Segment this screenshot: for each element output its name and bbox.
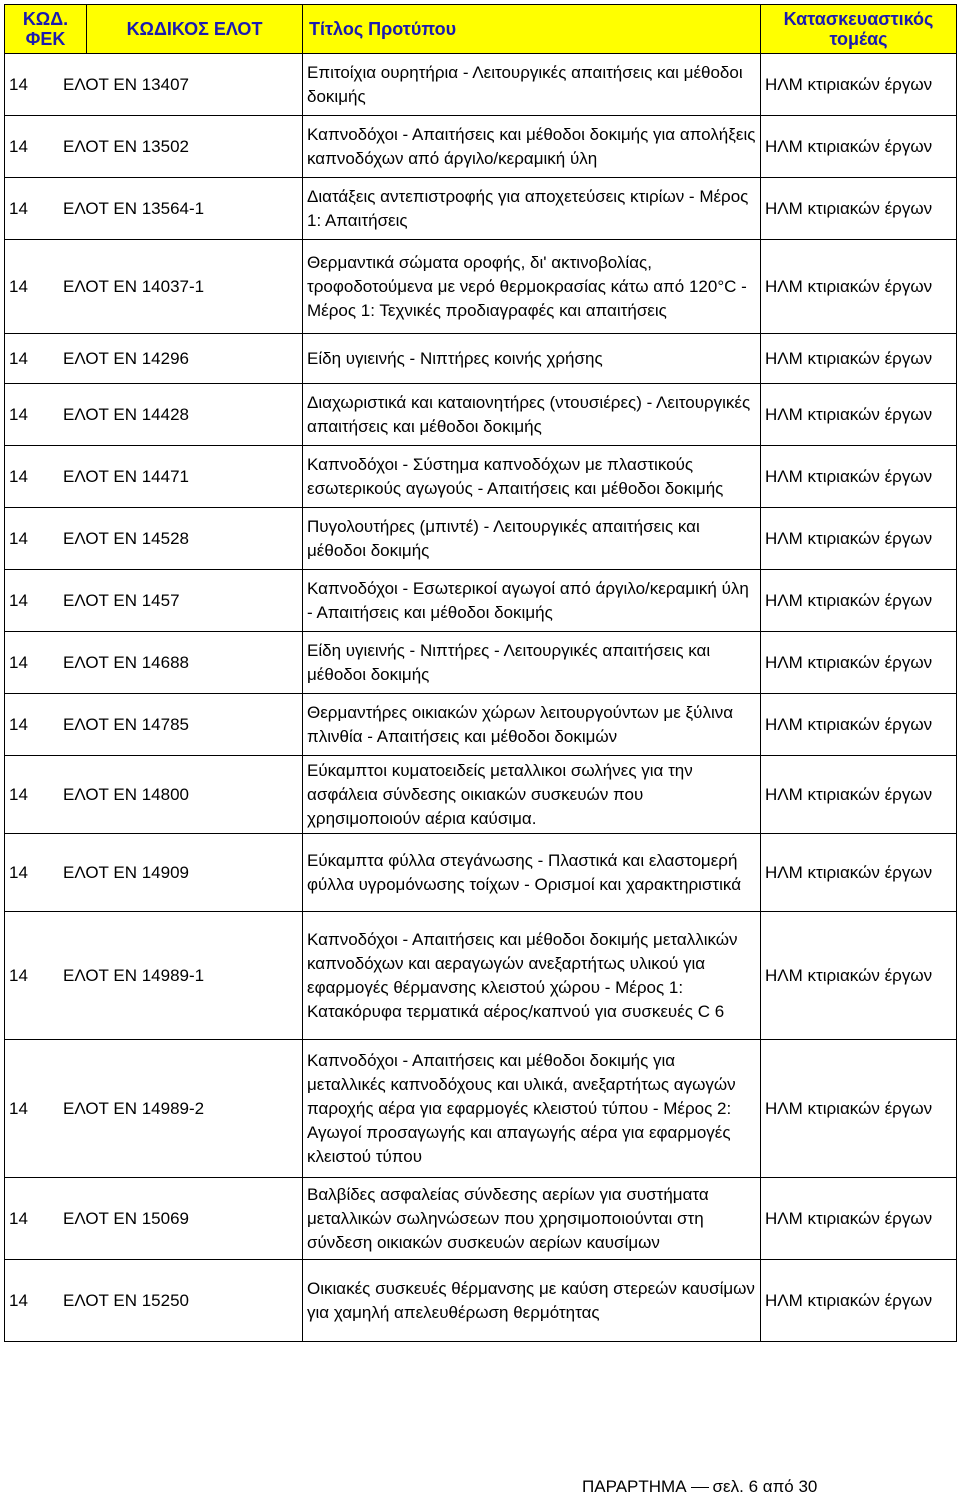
construction-sector: ΗΛΜ κτιριακών έργων (761, 694, 957, 756)
elot-code: ΕΛΟΤ ΕΝ 14989-1 (63, 965, 205, 985)
standard-code-cell (5, 756, 303, 834)
standard-title: Βαλβίδες ασφαλείας σύνδεσης αερίων για συστήματα μεταλλικών σωληνώσεων που χρησιμοποιούνται στη σύνδεση οικιακών συσκευών αερίων καυσίμων (303, 1178, 761, 1260)
table-row (5, 632, 957, 694)
elot-code: ΕΛΟΤ ΕΝ 13407 (63, 74, 189, 94)
header-fek: ΚΩΔ. ΦΕΚ (5, 5, 87, 54)
table-row (5, 834, 957, 912)
fek-code: 14 (9, 652, 28, 672)
footer-page-number: σελ. 6 από 30 (712, 1477, 818, 1496)
table-row (5, 570, 957, 632)
table-row (5, 912, 957, 1040)
table-row (5, 116, 957, 178)
fek-code: 14 (9, 784, 28, 804)
fek-code: 14 (9, 348, 28, 368)
elot-code: ΕΛΟΤ ΕΝ 14989-2 (63, 1098, 205, 1118)
fek-code: 14 (9, 862, 28, 882)
table-row (5, 334, 957, 384)
construction-sector: ΗΛΜ κτιριακών έργων (761, 384, 957, 446)
table-row (5, 384, 957, 446)
construction-sector: ΗΛΜ κτιριακών έργων (761, 178, 957, 240)
table-row (5, 1178, 957, 1260)
elot-code: ΕΛΟΤ ΕΝ 15250 (63, 1290, 189, 1310)
fek-code: 14 (9, 466, 28, 486)
fek-code: 14 (9, 136, 28, 156)
standard-code-cell (5, 834, 303, 912)
standard-code-cell (5, 570, 303, 632)
elot-code: ΕΛΟΤ ΕΝ 14909 (63, 862, 189, 882)
standard-code-cell (5, 384, 303, 446)
page-footer (582, 1477, 817, 1497)
standard-code-cell (5, 334, 303, 384)
standard-title: Πυγολουτήρες (μπιντέ) - Λειτουργικές απαιτήσεις και μέθοδοι δοκιμής (303, 508, 761, 570)
construction-sector: ΗΛΜ κτιριακών έργων (761, 508, 957, 570)
standard-code-cell (5, 632, 303, 694)
fek-code: 14 (9, 1208, 28, 1228)
standard-title: Καπνοδόχοι - Απαιτήσεις και μέθοδοι δοκιμής μεταλλικών καπνοδόχων και αεραγωγών ανεξαρτήτως υλικού για εφαρμογές θέρμανσης κλειστού χώρου - Μέρος 1: Κατακόρυφα τερματικά αέρος/καπνού για συσκευές C 6 (303, 912, 761, 1040)
fek-code: 14 (9, 74, 28, 94)
standard-title: Οικιακές συσκευές θέρμανσης με καύση στερεών καυσίμων για χαμηλή απελευθέρωση θερμότητας (303, 1260, 761, 1342)
table-row (5, 446, 957, 508)
standards-table (4, 4, 957, 1342)
construction-sector: ΗΛΜ κτιριακών έργων (761, 334, 957, 384)
header-sector: Κατασκευαστικός τομέας (761, 5, 957, 54)
table-row (5, 1260, 957, 1342)
construction-sector: ΗΛΜ κτιριακών έργων (761, 570, 957, 632)
standard-title: Είδη υγιεινής - Νιπτήρες κοινής χρήσης (303, 334, 761, 384)
header-row (5, 5, 957, 54)
standard-code-cell (5, 446, 303, 508)
standard-title: Διατάξεις αντεπιστροφής για αποχετεύσεις κτιρίων - Μέρος 1: Απαιτήσεις (303, 178, 761, 240)
construction-sector: ΗΛΜ κτιριακών έργων (761, 632, 957, 694)
table-row (5, 240, 957, 334)
standard-title: Καπνοδόχοι - Εσωτερικοί αγωγοί από άργιλο/κεραμική ύλη - Απαιτήσεις και μέθοδοι δοκιμής (303, 570, 761, 632)
standard-title: Θερμαντήρες οικιακών χώρων λειτουργούντων με ξύλινα πλινθία - Απαιτήσεις και μέθοδοι δοκιμών (303, 694, 761, 756)
construction-sector: ΗΛΜ κτιριακών έργων (761, 116, 957, 178)
table-row (5, 178, 957, 240)
fek-code: 14 (9, 1290, 28, 1310)
table-row (5, 756, 957, 834)
elot-code: ΕΛΟΤ ΕΝ 14688 (63, 652, 189, 672)
elot-code: ΕΛΟΤ ΕΝ 14296 (63, 348, 189, 368)
table-row (5, 54, 957, 116)
fek-code: 14 (9, 965, 28, 985)
footer-dash (691, 1487, 709, 1488)
fek-code: 14 (9, 714, 28, 734)
standard-title: Εύκαμπτα φύλλα στεγάνωσης - Πλαστικά και ελαστομερή φύλλα υγρομόνωσης τοίχων - Ορισμοί και χαρακτηριστικά (303, 834, 761, 912)
standard-code-cell (5, 116, 303, 178)
elot-code: ΕΛΟΤ ΕΝ 14428 (63, 404, 189, 424)
elot-code: ΕΛΟΤ ΕΝ 13502 (63, 136, 189, 156)
standard-code-cell (5, 912, 303, 1040)
table-row (5, 694, 957, 756)
fek-code: 14 (9, 276, 28, 296)
standard-title: Θερμαντικά σώματα οροφής, δι' ακτινοβολίας, τροφοδοτούμενα με νερό θερμοκρασίας κάτω από 120°C - Μέρος 1: Τεχνικές προδιαγραφές και απαιτήσεις (303, 240, 761, 334)
construction-sector: ΗΛΜ κτιριακών έργων (761, 54, 957, 116)
construction-sector: ΗΛΜ κτιριακών έργων (761, 834, 957, 912)
standard-code-cell (5, 240, 303, 334)
elot-code: ΕΛΟΤ ΕΝ 14800 (63, 784, 189, 804)
construction-sector: ΗΛΜ κτιριακών έργων (761, 912, 957, 1040)
fek-code: 14 (9, 528, 28, 548)
standard-code-cell (5, 178, 303, 240)
footer-label: ΠΑΡΑΡΤΗΜΑ (582, 1477, 687, 1496)
elot-code: ΕΛΟΤ ΕΝ 1457 (63, 590, 180, 610)
construction-sector: ΗΛΜ κτιριακών έργων (761, 1040, 957, 1178)
construction-sector: ΗΛΜ κτιριακών έργων (761, 1178, 957, 1260)
elot-code: ΕΛΟΤ ΕΝ 14471 (63, 466, 189, 486)
construction-sector: ΗΛΜ κτιριακών έργων (761, 756, 957, 834)
elot-code: ΕΛΟΤ ΕΝ 15069 (63, 1208, 189, 1228)
construction-sector: ΗΛΜ κτιριακών έργων (761, 240, 957, 334)
elot-code: ΕΛΟΤ ΕΝ 13564-1 (63, 198, 205, 218)
standard-title: Εύκαμπτοι κυματοειδείς μεταλλικοι σωλήνες για την ασφάλεια σύνδεσης οικιακών συσκευών που χρησιμοποιούν αέρια καύσιμα. (303, 756, 761, 834)
elot-code: ΕΛΟΤ ΕΝ 14037-1 (63, 276, 205, 296)
standard-code-cell (5, 1040, 303, 1178)
standard-title: Επιτοίχια ουρητήρια - Λειτουργικές απαιτήσεις και μέθοδοι δοκιμής (303, 54, 761, 116)
header-code: ΚΩΔΙΚΟΣ ΕΛΟΤ (87, 5, 303, 54)
fek-code: 14 (9, 1098, 28, 1118)
construction-sector: ΗΛΜ κτιριακών έργων (761, 446, 957, 508)
standard-title: Είδη υγιεινής - Νιπτήρες - Λειτουργικές απαιτήσεις και μέθοδοι δοκιμής (303, 632, 761, 694)
standard-code-cell (5, 54, 303, 116)
construction-sector: ΗΛΜ κτιριακών έργων (761, 1260, 957, 1342)
fek-code: 14 (9, 590, 28, 610)
elot-code: ΕΛΟΤ ΕΝ 14528 (63, 528, 189, 548)
standard-title: Διαχωριστικά και καταιονητήρες (ντουσιέρες) - Λειτουργικές απαιτήσεις και μέθοδοι δοκιμής (303, 384, 761, 446)
standard-title: Καπνοδόχοι - Απαιτήσεις και μέθοδοι δοκιμής για μεταλλικές καπνοδόχους και υλικά, ανεξαρτήτως αγωγών παροχής αέρα για εφαρμογές κλειστού τύπου - Μέρος 2: Αγωγοί προσαγωγής και απαγωγής αέρα για εφαρμογές κλειστού τύπου (303, 1040, 761, 1178)
standard-code-cell (5, 1178, 303, 1260)
table-body (5, 54, 957, 1342)
fek-code: 14 (9, 404, 28, 424)
header-title: Τίτλος Προτύπου (303, 5, 761, 54)
table-row (5, 508, 957, 570)
standard-code-cell (5, 508, 303, 570)
table-row (5, 1040, 957, 1178)
standard-code-cell (5, 1260, 303, 1342)
standard-code-cell (5, 694, 303, 756)
standard-title: Καπνοδόχοι - Σύστημα καπνοδόχων με πλαστικούς εσωτερικούς αγωγούς - Απαιτήσεις και μέθοδοι δοκιμής (303, 446, 761, 508)
fek-code: 14 (9, 198, 28, 218)
standard-title: Καπνοδόχοι - Απαιτήσεις και μέθοδοι δοκιμής για απολήξεις καπνοδόχων από άργιλο/κεραμική ύλη (303, 116, 761, 178)
elot-code: ΕΛΟΤ ΕΝ 14785 (63, 714, 189, 734)
